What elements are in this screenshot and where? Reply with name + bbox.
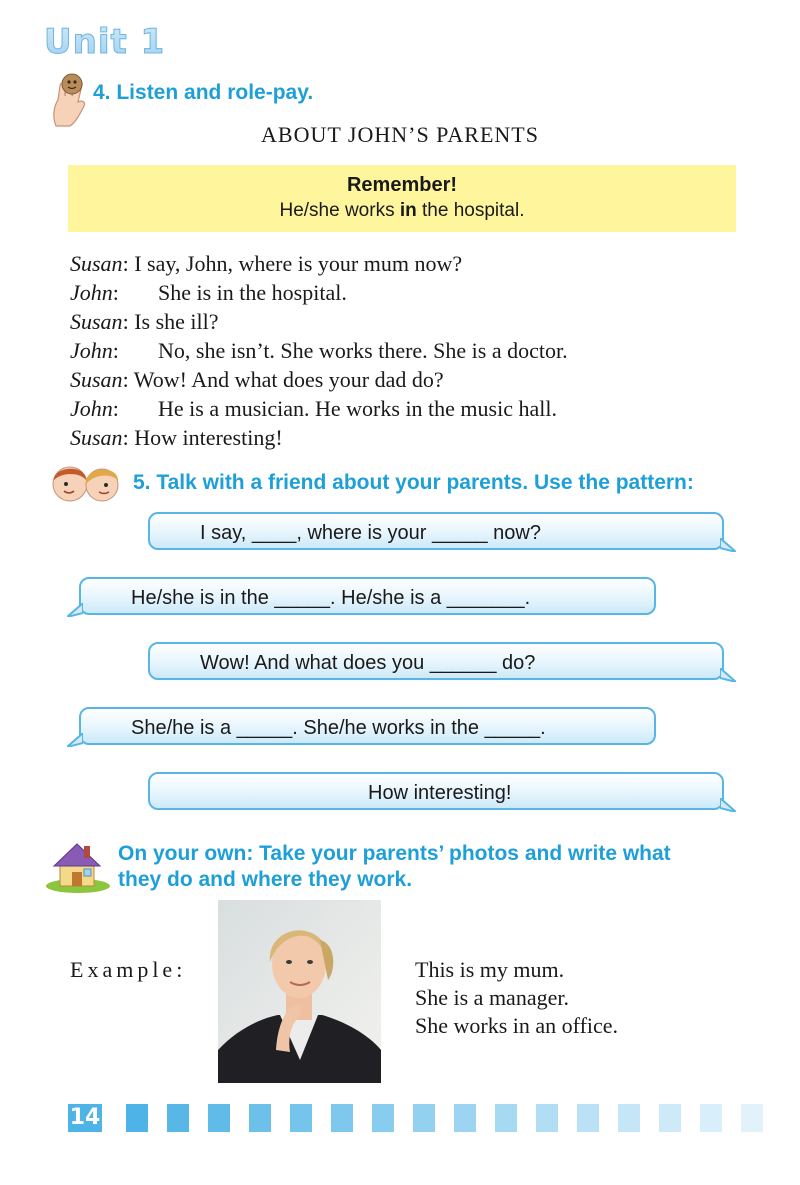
remember-box: [68, 165, 736, 232]
bubble-text: Wow! And what does you ______ do?: [200, 652, 536, 674]
dialogue-line: [70, 394, 568, 423]
kids-talking-icon: [46, 458, 126, 508]
speaker: Susan: [70, 425, 123, 450]
line-text: No, she isn’t. She works there. She is a doctor.: [158, 338, 568, 363]
rule-text-after: the hospital.: [416, 200, 525, 221]
footer-square: [495, 1104, 517, 1132]
line-text: Is she ill?: [128, 309, 219, 334]
footer-square: [208, 1104, 230, 1132]
speech-bubble: [148, 772, 724, 810]
rule-keyword: in: [399, 200, 417, 221]
bubble-tail: [67, 603, 83, 617]
line-text: Wow! And what does your dad do?: [128, 367, 444, 392]
hand-listen-icon: [46, 72, 90, 128]
remember-title: Remember!: [346, 174, 458, 196]
example-label: Example:: [70, 957, 187, 982]
speech-bubble: [148, 642, 724, 680]
footer-square: [454, 1104, 476, 1132]
dialogue-title: ABOUT JOHN’S PARENTS: [261, 122, 539, 147]
mum-photo: [218, 900, 381, 1083]
footer-square: [372, 1104, 394, 1132]
speech-bubble: [79, 707, 656, 745]
dialogue-line: [70, 336, 568, 365]
example-text: [415, 956, 618, 1040]
footer-square: [741, 1104, 763, 1132]
footer-square: [290, 1104, 312, 1132]
footer-square: [413, 1104, 435, 1132]
bubble-text: How interesting!: [368, 782, 512, 804]
remember-rule: [68, 200, 736, 222]
speaker: Susan: [70, 309, 123, 334]
dialogue-line: Susan: I say, John, where is your mum now?: [70, 251, 463, 276]
dialogue-line: [70, 278, 568, 307]
line-text: I say, John, where is your mum now?: [128, 251, 463, 276]
bubble-tail: [720, 668, 736, 682]
task4-heading: 4. Listen and role-pay.: [93, 81, 314, 104]
speaker: John:: [70, 280, 119, 305]
speech-bubble: [79, 577, 656, 615]
own-heading: [118, 841, 671, 893]
page-number: 14: [69, 1105, 101, 1130]
task5-heading: 5. Talk with a friend about your parents. Use the pattern:: [133, 471, 694, 494]
dialogue-line: Susan: Is she ill?: [70, 309, 219, 334]
bubble-text: I say, ____, where is your _____ now?: [200, 522, 541, 544]
dialogue: [70, 249, 568, 452]
rule-text-before: He/she works: [279, 200, 400, 221]
line-text: How interesting!: [128, 425, 283, 450]
footer-square: [167, 1104, 189, 1132]
bubble-tail: [720, 538, 736, 552]
speaker: John:: [70, 396, 119, 421]
dialogue-line: Susan: How interesting!: [70, 425, 283, 450]
line-text: He is a musician. He works in the music hall.: [158, 396, 557, 421]
own-heading-line2: they do and where they work.: [118, 868, 413, 891]
speech-bubble: [148, 512, 724, 550]
own-heading-line1: On your own: Take your parents’ photos and write what: [118, 842, 671, 865]
line-text: She is in the hospital.: [158, 280, 347, 305]
bubble-text: She/he is a _____. She/he works in the _____.: [131, 717, 546, 739]
bubble-tail: [67, 733, 83, 747]
example-line: This is my mum.: [415, 957, 565, 982]
bubble-text: He/she is in the _____. He/she is a _______.: [131, 587, 531, 609]
mum-portrait-image: [218, 900, 381, 1083]
footer-square: [577, 1104, 599, 1132]
speaker: Susan: [70, 251, 123, 276]
unit-title: Unit 1: [44, 22, 166, 62]
footer-square: [618, 1104, 640, 1132]
footer-square: [700, 1104, 722, 1132]
bubble-tail: [720, 798, 736, 812]
example-line: She is a manager.: [415, 985, 569, 1010]
footer-square: [331, 1104, 353, 1132]
footer-square: [536, 1104, 558, 1132]
footer-square: [249, 1104, 271, 1132]
speaker: John:: [70, 338, 119, 363]
example-line: She works in an office.: [415, 1013, 619, 1038]
speaker: Susan: [70, 367, 123, 392]
footer-square: [659, 1104, 681, 1132]
footer-square: [126, 1104, 148, 1132]
dialogue-line: Susan: Wow! And what does your dad do?: [70, 367, 444, 392]
house-icon: [44, 838, 112, 894]
